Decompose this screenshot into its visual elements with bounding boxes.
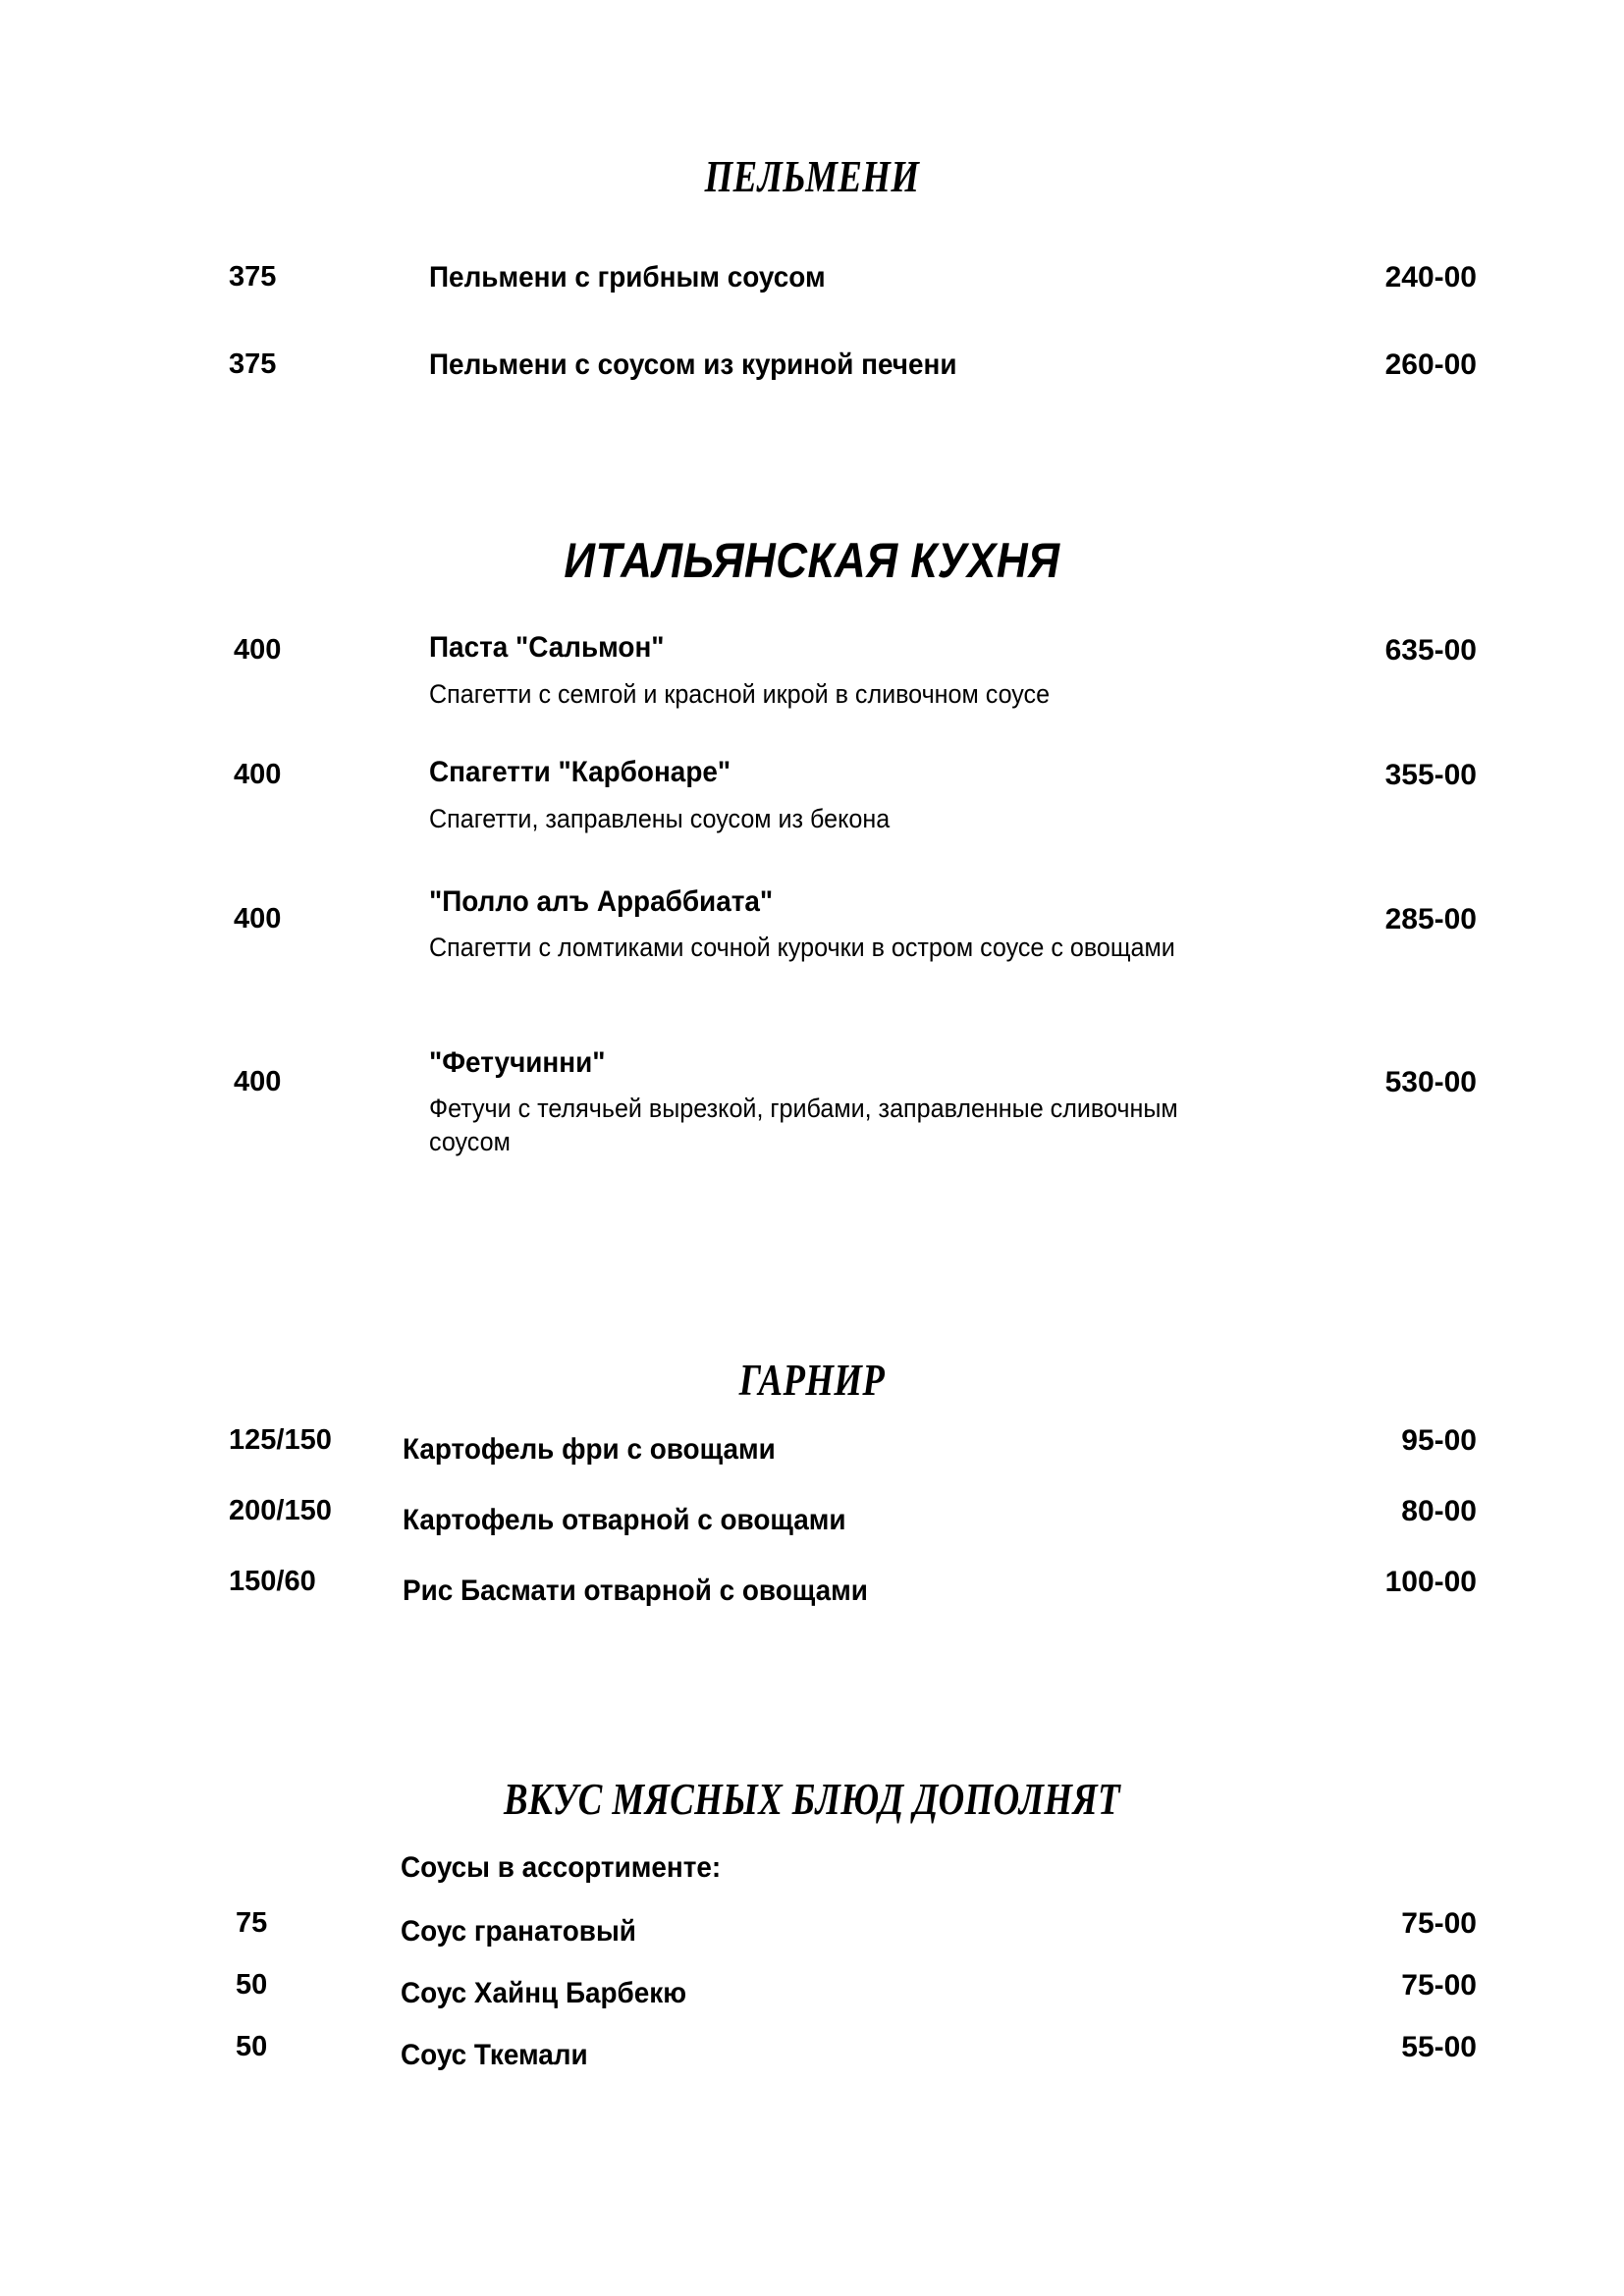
item-description: Спагетти, заправлены соусом из бекона — [429, 804, 891, 833]
item-name: Пельмени с соусом из куриной печени — [429, 348, 957, 381]
item-weight: 375 — [229, 261, 277, 293]
item-description: Спагетти с ломтиками сочной курочки в остром соусе с овощами — [429, 933, 1175, 962]
item-price: 75-00 — [1401, 1969, 1477, 2002]
item-description: Спагетти с семгой и красной икрой в сливочном соусе — [429, 679, 1051, 709]
item-weight: 50 — [236, 1969, 268, 2001]
item-weight: 400 — [234, 759, 282, 790]
item-price: 355-00 — [1384, 759, 1477, 791]
item-weight: 375 — [229, 348, 277, 380]
item-price: 95-00 — [1401, 1424, 1477, 1457]
item-name: Рис Басмати отварной с овощами — [403, 1575, 868, 1607]
sauces-subheading: Соусы в ассортименте: — [401, 1851, 722, 1884]
item-name: Соус Хайнц Барбекю — [401, 1977, 687, 2009]
section-heading-sauces: ВКУС МЯСНЫХ БЛЮД ДОПОЛНЯТ — [503, 1774, 1121, 1824]
item-weight: 400 — [234, 634, 282, 666]
item-name: Соус гранатовый — [401, 1915, 636, 1948]
section-heading-italian: ИТАЛЬЯНСКАЯ КУХНЯ — [564, 533, 1060, 588]
item-name: Картофель отварной с овощами — [403, 1504, 846, 1536]
item-price: 75-00 — [1401, 1907, 1477, 1940]
item-price: 260-00 — [1384, 348, 1477, 381]
item-name: Паста "Сальмон" — [429, 631, 665, 664]
item-name: "Полло алъ Арраббиата" — [429, 885, 774, 918]
item-price: 100-00 — [1384, 1566, 1477, 1598]
item-weight: 400 — [234, 903, 282, 934]
item-price: 530-00 — [1384, 1066, 1477, 1098]
item-weight: 400 — [234, 1066, 282, 1097]
item-name: Картофель фри с овощами — [403, 1433, 776, 1466]
item-weight: 125/150 — [229, 1424, 332, 1456]
item-description: Фетучи с телячьей вырезкой, грибами, заправленные сливочным соусом — [429, 1094, 1178, 1156]
section-heading-pelmeni: ПЕЛЬМЕНИ — [704, 151, 920, 201]
item-price: 55-00 — [1401, 2031, 1477, 2063]
item-weight: 200/150 — [229, 1495, 332, 1526]
item-weight: 150/60 — [229, 1566, 316, 1597]
item-price: 240-00 — [1384, 261, 1477, 294]
item-price: 285-00 — [1384, 903, 1477, 935]
item-name: Пельмени с грибным соусом — [429, 261, 826, 294]
item-name: Соус Ткемали — [401, 2039, 588, 2071]
item-name: Спагетти "Карбонаре" — [429, 756, 731, 788]
item-price: 80-00 — [1401, 1495, 1477, 1527]
item-price: 635-00 — [1384, 634, 1477, 667]
section-heading-garnir: ГАРНИР — [738, 1355, 886, 1405]
item-name: "Фетучинни" — [429, 1046, 606, 1079]
item-weight: 50 — [236, 2031, 268, 2062]
item-weight: 75 — [236, 1907, 268, 1939]
